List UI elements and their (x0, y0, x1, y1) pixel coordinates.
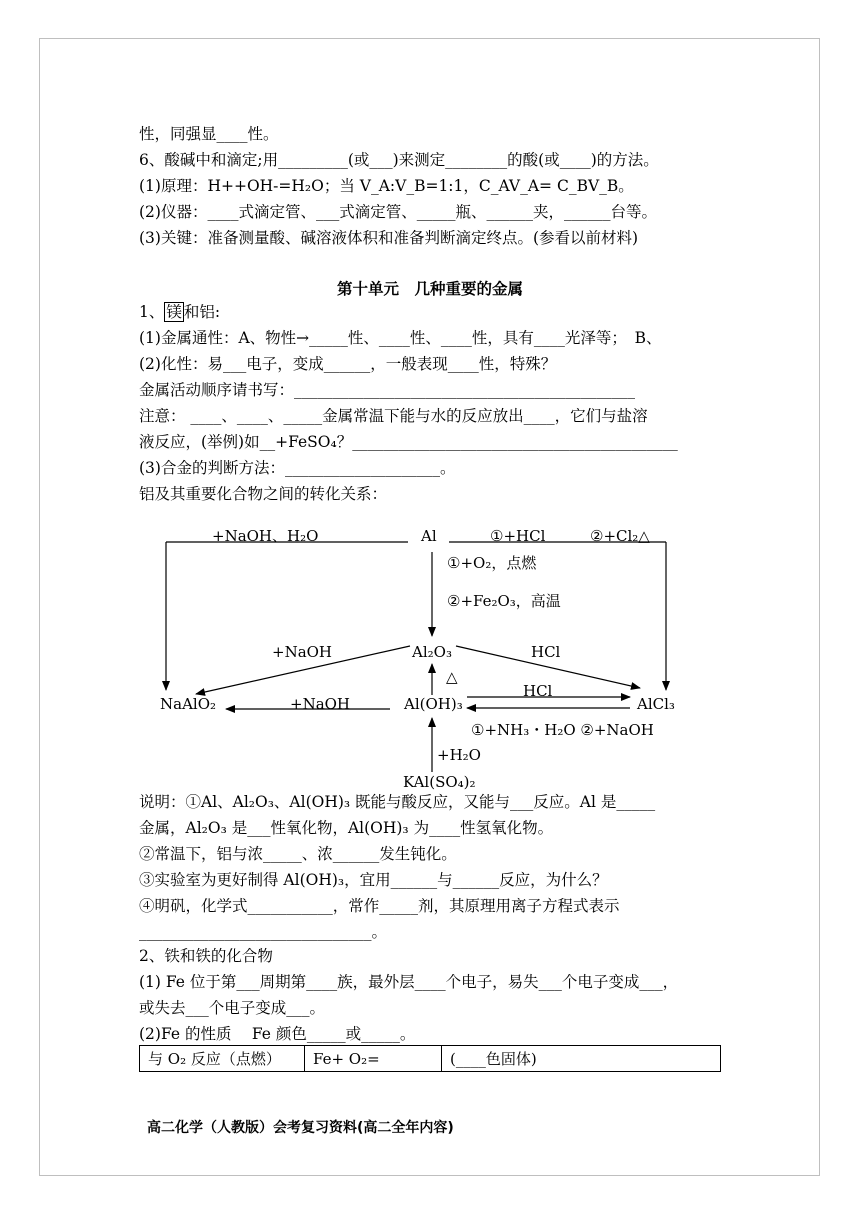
text-line: (1)原理：H++OH-=H₂O；当 V_A:V_B=1:1，C_AV_A= C_BV_B。 (139, 177, 634, 195)
text-line: 铝及其重要化合物之间的转化关系： (139, 485, 388, 503)
label-hcl: HCl (531, 643, 561, 661)
table-cell: Fe+ O₂= (305, 1046, 442, 1072)
page-footer: 高二化学（人教版）会考复习资料(高二全年内容) (147, 1120, 454, 1136)
label-aloh3: Al(OH)₃ (404, 695, 463, 713)
text-line: ④明矾，化学式___________，常作_____剂，其原理用离子方程式表示 (139, 897, 620, 915)
text-line: 性，同强显____性。 (139, 125, 279, 143)
label-nh3-naoh: ①+NH₃・H₂O ②+NaOH (471, 721, 654, 739)
text-line: 液反应，(举例)如__+FeSO₄？__________________________________________ (139, 433, 678, 451)
table-cell: (____色固体) (442, 1046, 721, 1072)
table-cell: 与 O₂ 反应（点燃） (140, 1046, 305, 1072)
label-naalo2: NaAlO₂ (160, 695, 217, 713)
label-h2o: +H₂O (437, 746, 481, 764)
section-heading-rest: 和铝: (183, 303, 221, 321)
text-line: 或失去___个电子变成___。 (139, 999, 326, 1017)
text-line: (2)化性：易___电子，变成______，一般表现____性，特殊？ (139, 355, 557, 373)
boxed-character: 镁 (166, 303, 182, 321)
text-line: ③实验室为更好制得 Al(OH)₃，宜用______与______反应，为什么？ (139, 871, 608, 889)
text-line: 金属，Al₂O₃ 是___性氧化物，Al(OH)₃ 为____性氢氧化物。 (139, 819, 554, 837)
text-line: ______________________________。 (139, 923, 388, 941)
label-naoh-h2o: +NaOH、H₂O (212, 527, 319, 545)
label-al2o3: Al₂O₃ (412, 643, 452, 661)
unit-title: 第十单元 几种重要的金属 (336, 280, 523, 298)
text-line: (2)Fe 的性质 Fe 颜色_____或_____。 (139, 1025, 416, 1043)
label-alcl3: AlCl₃ (637, 695, 675, 713)
text-line: (2)仪器：____式滴定管、___式滴定管、_____瓶、______夹，______台等。 (139, 203, 657, 221)
label-o2: ①+O₂，点燃 (447, 554, 537, 572)
label-fe2o3: ②+Fe₂O₃，高温 (447, 592, 561, 610)
label-cl2: ②+Cl₂△ (590, 527, 650, 545)
label-naoh: +NaOH (272, 643, 333, 661)
label-hcl: ①+HCl (490, 527, 546, 545)
table-row (140, 1046, 721, 1072)
text-line: ②常温下，铝与浓_____、浓______发生钝化。 (139, 845, 457, 863)
text-line: 6、酸碱中和滴定;用_________(或___)来测定________的酸(或____)的方法。 (139, 151, 659, 169)
text-line: 2、铁和铁的化合物 (139, 947, 273, 965)
section-number: 1、 (139, 303, 165, 321)
label-naoh: +NaOH (290, 695, 351, 713)
text-line: 注意： ____、____、_____金属常温下能与水的反应放出____，它们与盐溶 (139, 407, 648, 425)
text-line: (1)金属通性：A、物性→_____性、____性、____性，具有____光泽等； B、 (139, 329, 662, 347)
text-line: (3)合金的判断方法：____________________。 (139, 459, 456, 477)
property-table (139, 1045, 721, 1072)
text-line: 金属活动顺序请书写：____________________________________________ (139, 381, 636, 399)
label-heat: △ (446, 668, 458, 686)
text-line: (3)关键：准备测量酸、碱溶液体积和准备判断滴定终点。(参看以前材料) (139, 229, 639, 247)
label-hcl: HCl (523, 682, 553, 700)
label-kal-so4: KAl(SO₄)₂ (403, 773, 476, 791)
label-al: Al (421, 527, 437, 545)
text-line: 说明：①Al、Al₂O₃、Al(OH)₃ 既能与酸反应，又能与___反应。Al 是_____ (139, 793, 656, 811)
text-line: (1) Fe 位于第___周期第____族，最外层____个电子，易失___个电子变成___， (139, 973, 679, 991)
